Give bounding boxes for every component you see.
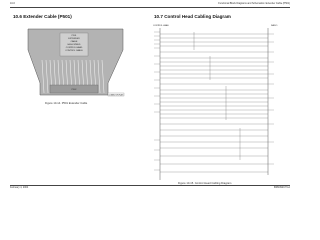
- connector-label: P502: [71, 89, 77, 91]
- page-header-left: 10-6: [10, 2, 15, 5]
- pin-stubs-left: [154, 32, 160, 170]
- label-line-6: CONTROL CABLE: [65, 50, 83, 52]
- figure-caption-extender: Figure 10-14. P501 Extender Cable: [45, 102, 88, 105]
- pin-stubs-right: [268, 34, 274, 164]
- page-header-right: Functional Block Diagrams and Schematics: Extender Cable (P501): [218, 2, 290, 5]
- figure-caption-cabling: Figure 10-15. Control Head Cabling Diagram: [178, 182, 232, 185]
- label-line-4: HIGH SPEED: [67, 44, 81, 46]
- label-line-5: CONTROL HEAD: [65, 47, 83, 49]
- label-line-1: P501: [71, 35, 77, 37]
- signal-wires: [160, 34, 268, 172]
- section-title-extender: 10.6 Extender Cable (P501): [13, 14, 72, 19]
- control-head-label: CONTROL HEAD: [153, 25, 169, 27]
- junction-box-ticks: [194, 32, 240, 160]
- footer-date: February 4, 2004: [10, 186, 29, 189]
- connector-plate-label: CONNECTOR PLATE: [108, 95, 124, 97]
- section-title-cabling: 10.7 Control Head Cabling Diagram: [154, 14, 231, 19]
- label-line-2: EXTENDER: [68, 38, 80, 40]
- label-line-3: CABLE: [70, 41, 78, 43]
- footer-doc-number: 6881092C73-A: [273, 186, 290, 189]
- radio-label: RADIO: [271, 25, 278, 27]
